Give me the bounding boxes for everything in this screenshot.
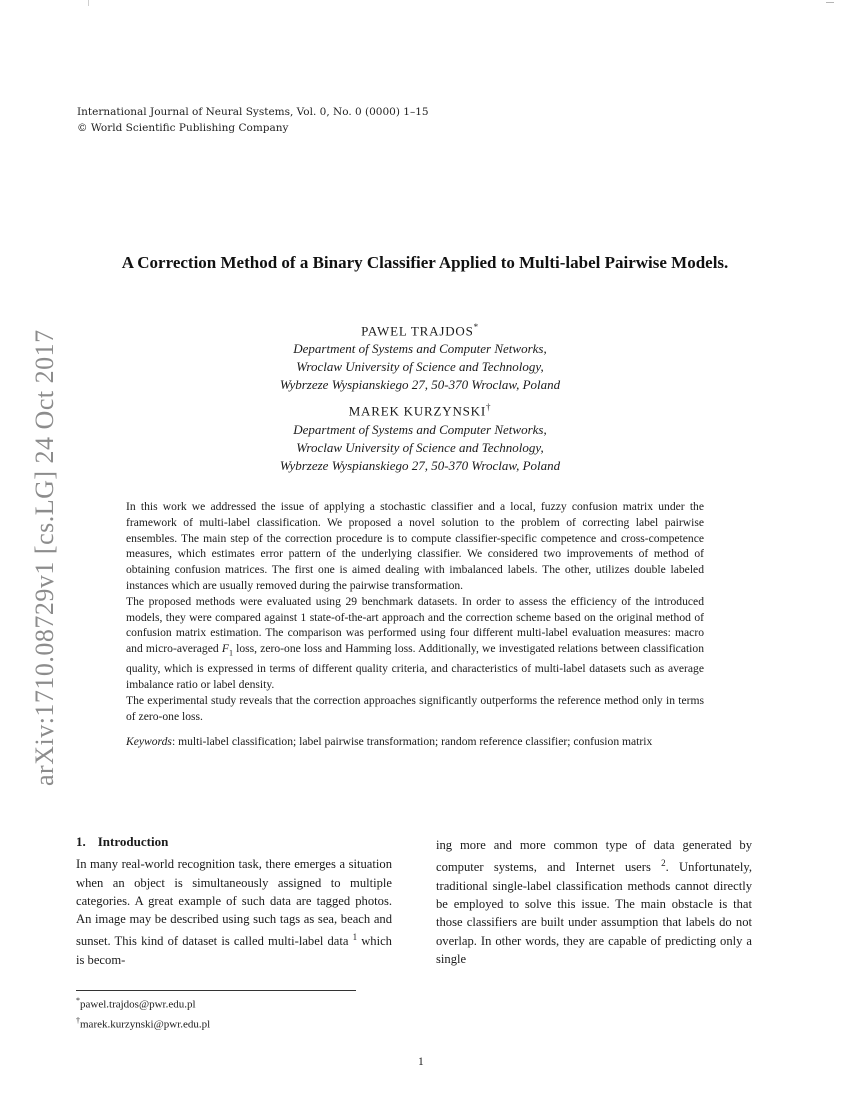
journal-citation: International Journal of Neural Systems, Vol. 0, No. 0 (0000) 1–15 (77, 106, 429, 118)
page-number: 1 (418, 1056, 424, 1068)
citation-ref[interactable]: 1 (352, 932, 358, 943)
author-name: PAWEL TRAJDOS* (361, 322, 479, 339)
abstract-paragraph-2: The proposed methods were evaluated using 29 benchmark datasets. In order to assess the efficiency of the introduced models, they were compared against 1 state-of-the-art approach and the correction scheme based on the original method of confusion matrix estimation. The comparison was performed using four different multi-label evaluation measures: macro and micro-averaged $F_1$ loss, zero-one loss and Hamming loss. Additionally, we investigated relations between classification quality, which is expressed in terms of different quality criteria, and characteristics of multi-label datasets such as average imbalance ratio or label density. (126, 594, 705, 692)
affiliation-line: Wybrzeze Wyspianskiego 27, 50-370 Wroclaw, Poland (279, 457, 561, 473)
affiliation-line: Wroclaw University of Science and Technology, (296, 439, 544, 455)
footnote-email[interactable]: pawel.trajdos@pwr.edu.pl (80, 998, 196, 1011)
author-name: MAREK KURZYNSKI† (348, 402, 492, 419)
abstract-paragraph-1: In this work we addressed the issue of applying a stochastic classifier and a local, fuzzy confusion matrix under the framework of multi-label classification. We proposed a novel solution to the problem of correcting label pairwise ensembles. The main step of the correction procedure is to compute classifier-specific competence and cross-competence measures, which estimates error pattern of the underlying classifier. We considered two improvements of method of obtaining confusion matrices. The first one is aimed dealing with imbalanced labels. The other, utilizes double labeled instances which are usually removed during the pairwise transformation. (126, 500, 704, 592)
footnote: *pawel.trajdos@pwr.edu.pl (76, 996, 196, 1011)
affiliation-line: Wroclaw University of Science and Technology, (296, 359, 544, 375)
section-heading: 1. Introduction (76, 834, 169, 849)
footnote-divider (76, 990, 356, 991)
abstract-paragraph-3: The experimental study reveals that the correction approaches significantly outperforms the reference method only in terms of zero-one loss. (126, 693, 704, 723)
journal-copyright: © World Scientific Publishing Company (77, 122, 289, 134)
author-block (180, 318, 660, 475)
keywords: Keywords: multi-label classification; label pairwise transformation; random reference classifier; confusion matrix (126, 735, 653, 749)
citation-ref[interactable]: 2 (661, 858, 666, 869)
affiliation-line: Department of Systems and Computer Networks, (293, 341, 547, 357)
intro-paragraph-right: ing more and more common type of data generated by computer systems, and Internet users $^2$. Unfortunately, traditional single-label classification methods cannot directly be employed to solve this issue. The main obstacle is that those classifiers are built under assumption that labels do not overlap. In other words, they are capable of predicting only a single (436, 838, 752, 966)
affiliation-line: Department of Systems and Computer Networks, (293, 421, 547, 437)
paper-title: A Correction Method of a Binary Classifier Applied to Multi-label Pairwise Models. (121, 253, 729, 272)
crop-mark-top-left (88, 0, 89, 6)
crop-mark-top-right (826, 2, 834, 3)
footnotes (76, 993, 210, 1032)
affiliation-line: Wybrzeze Wyspianskiego 27, 50-370 Wroclaw, Poland (279, 377, 561, 393)
journal-header (77, 104, 429, 136)
author-footnote-mark: * (473, 322, 479, 332)
author-footnote-mark: † (486, 402, 492, 413)
body-column-right (436, 836, 752, 968)
author-1 (180, 318, 660, 394)
author-2 (180, 398, 660, 474)
intro-paragraph-left: In many real-world recognition task, there emerges a situation when an object is simultaneously assigned to multiple categories. A great example of such data are tagged photos. An image may be described using such tags as sea, beach and sunset. This kind of dataset is called multi-label data $^1$ which is becom- (76, 857, 392, 967)
footnote-email[interactable]: marek.kurzynski@pwr.edu.pl (80, 1018, 211, 1031)
body-column-left (76, 833, 392, 969)
abstract (126, 499, 704, 750)
arxiv-sidebar (0, 296, 60, 786)
keywords-label: Keywords (126, 735, 172, 749)
footnote: †marek.kurzynski@pwr.edu.pl (76, 1015, 211, 1031)
arxiv-identifier: arXiv:1710.08729v1 [cs.LG] 24 Oct 2017 (30, 329, 59, 786)
